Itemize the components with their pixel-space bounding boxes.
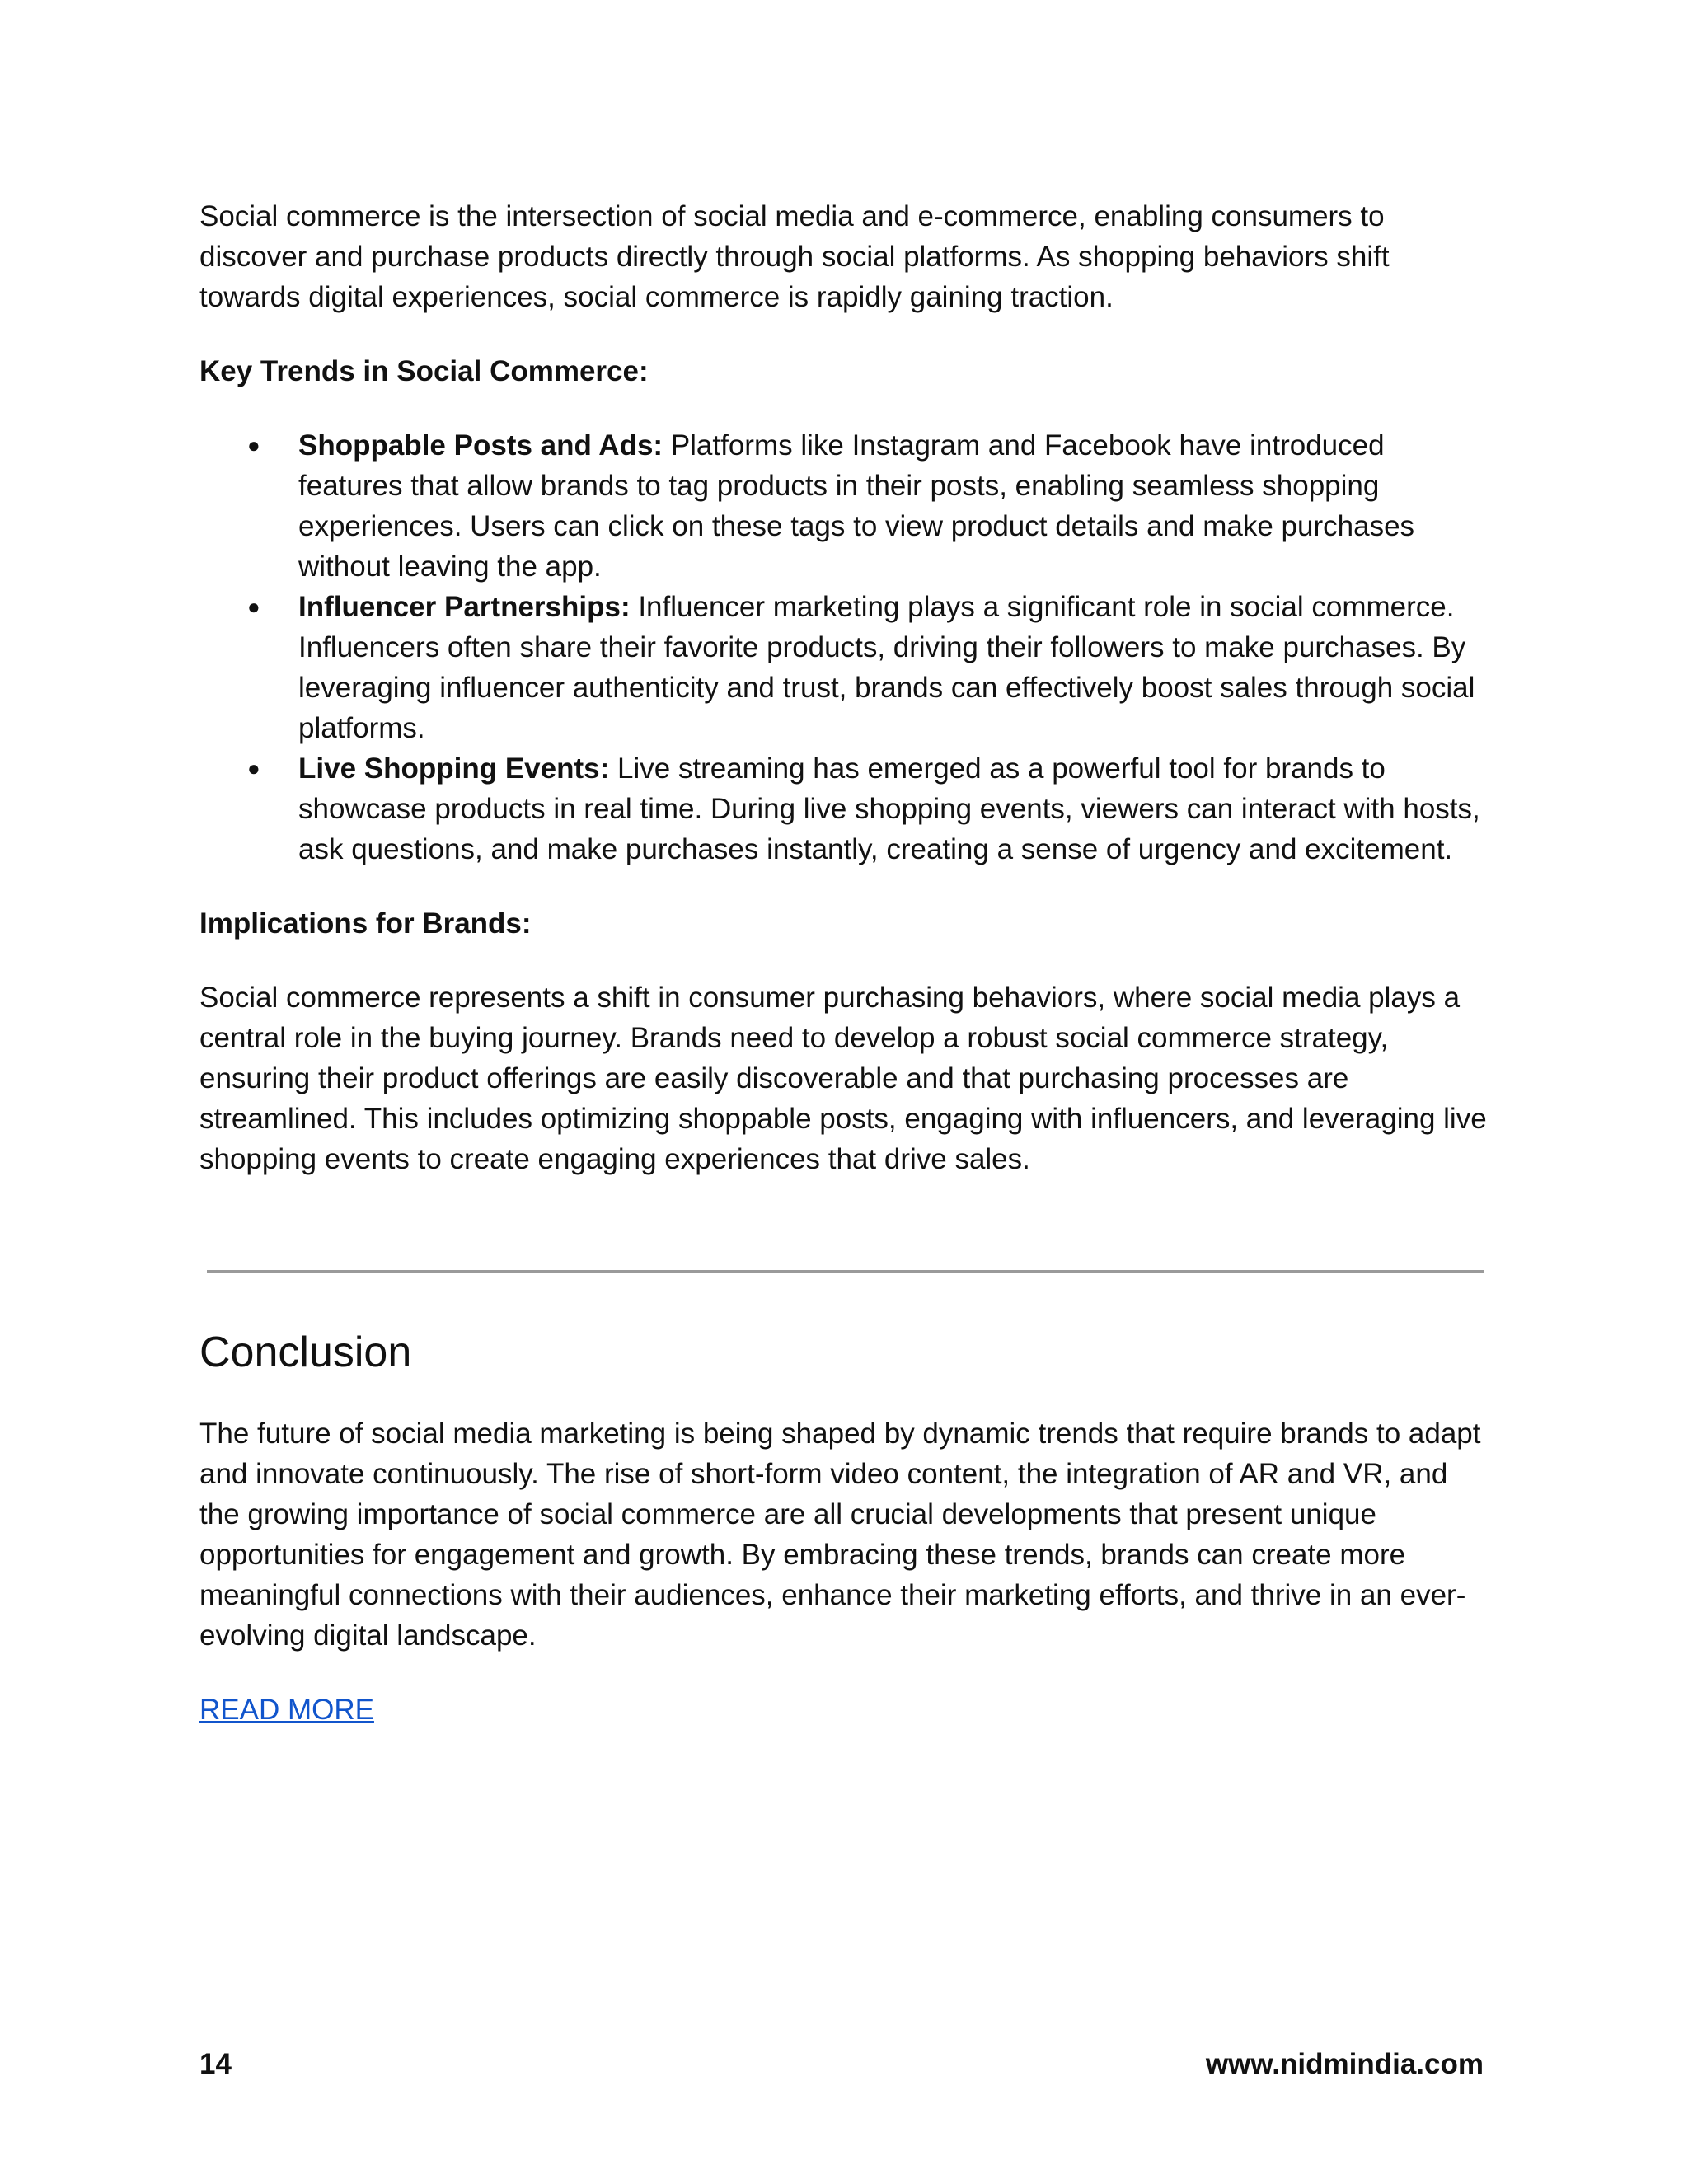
list-item [247, 425, 1493, 587]
trend-term: Influencer Partnerships: [298, 591, 639, 623]
page-number: 14 [199, 2048, 232, 2080]
implications-heading: Implications for Brands: [199, 907, 532, 940]
read-more-link[interactable]: READ MORE [199, 1694, 374, 1726]
intro-paragraph: Social commerce is the intersection of social media and e-commerce, enabling consumers to discover and purchase products directly through social platforms. As shopping behaviors shift towards digital experiences, social commerce is rapidly gaining traction. [199, 200, 1390, 313]
conclusion-paragraph: The future of social media marketing is being shaped by dynamic trends that require brands to adapt and innovate continuously. The rise of short-form video content, the integration of AR and VR, and the growing importance of social commerce are all crucial developments that present unique opportunities for engagement and growth. By embracing these trends, brands can create more meaningful connections with their audiences, enhance their marketing efforts, and thrive in an ever-evolving digital landscape. [199, 1418, 1481, 1652]
list-item [247, 587, 1493, 748]
section-divider [207, 1270, 1484, 1273]
conclusion-title: Conclusion [199, 1329, 412, 1376]
conclusion-section [199, 1323, 1493, 1730]
list-item [247, 748, 1493, 869]
bullet-icon: ● [247, 594, 260, 619]
key-trends-heading: Key Trends in Social Commerce: [199, 355, 649, 387]
trend-description: Platforms like Instagram and Facebook have introduced features that allow brands to tag products in their posts, enabling seamless shopping experiences. Users can click on these tags to view product details and make purchases without leaving the app. [298, 429, 1415, 583]
bullet-icon: ● [247, 433, 260, 457]
social-commerce-section [199, 196, 1493, 1179]
footer-website: www.nidmindia.com [1205, 2048, 1484, 2080]
key-trends-list [199, 425, 1493, 869]
trend-description: Influencer marketing plays a significant role in social commerce. Influencers often share their favorite products, driving their followers to make purchases. By leveraging influencer authenticity and trust, brands can effectively boost sales through social platforms. [298, 591, 1475, 744]
bullet-icon: ● [247, 756, 260, 780]
implications-paragraph: Social commerce represents a shift in consumer purchasing behaviors, where social media plays a central role in the buying journey. Brands need to develop a robust social commerce strategy, ensuring their product offerings are easily discoverable and that purchasing processes are streamlined. This includes optimizing shoppable posts, engaging with influencers, and leveraging live shopping events to create engaging experiences that drive sales. [199, 982, 1487, 1175]
trend-description: Live streaming has emerged as a powerful tool for brands to showcase products in real time. During live shopping events, viewers can interact with hosts, ask questions, and make purchases instantly, creating a sense of urgency and excitement. [298, 752, 1480, 865]
trend-term: Live Shopping Events: [298, 752, 617, 785]
trend-term: Shoppable Posts and Ads: [298, 429, 671, 462]
